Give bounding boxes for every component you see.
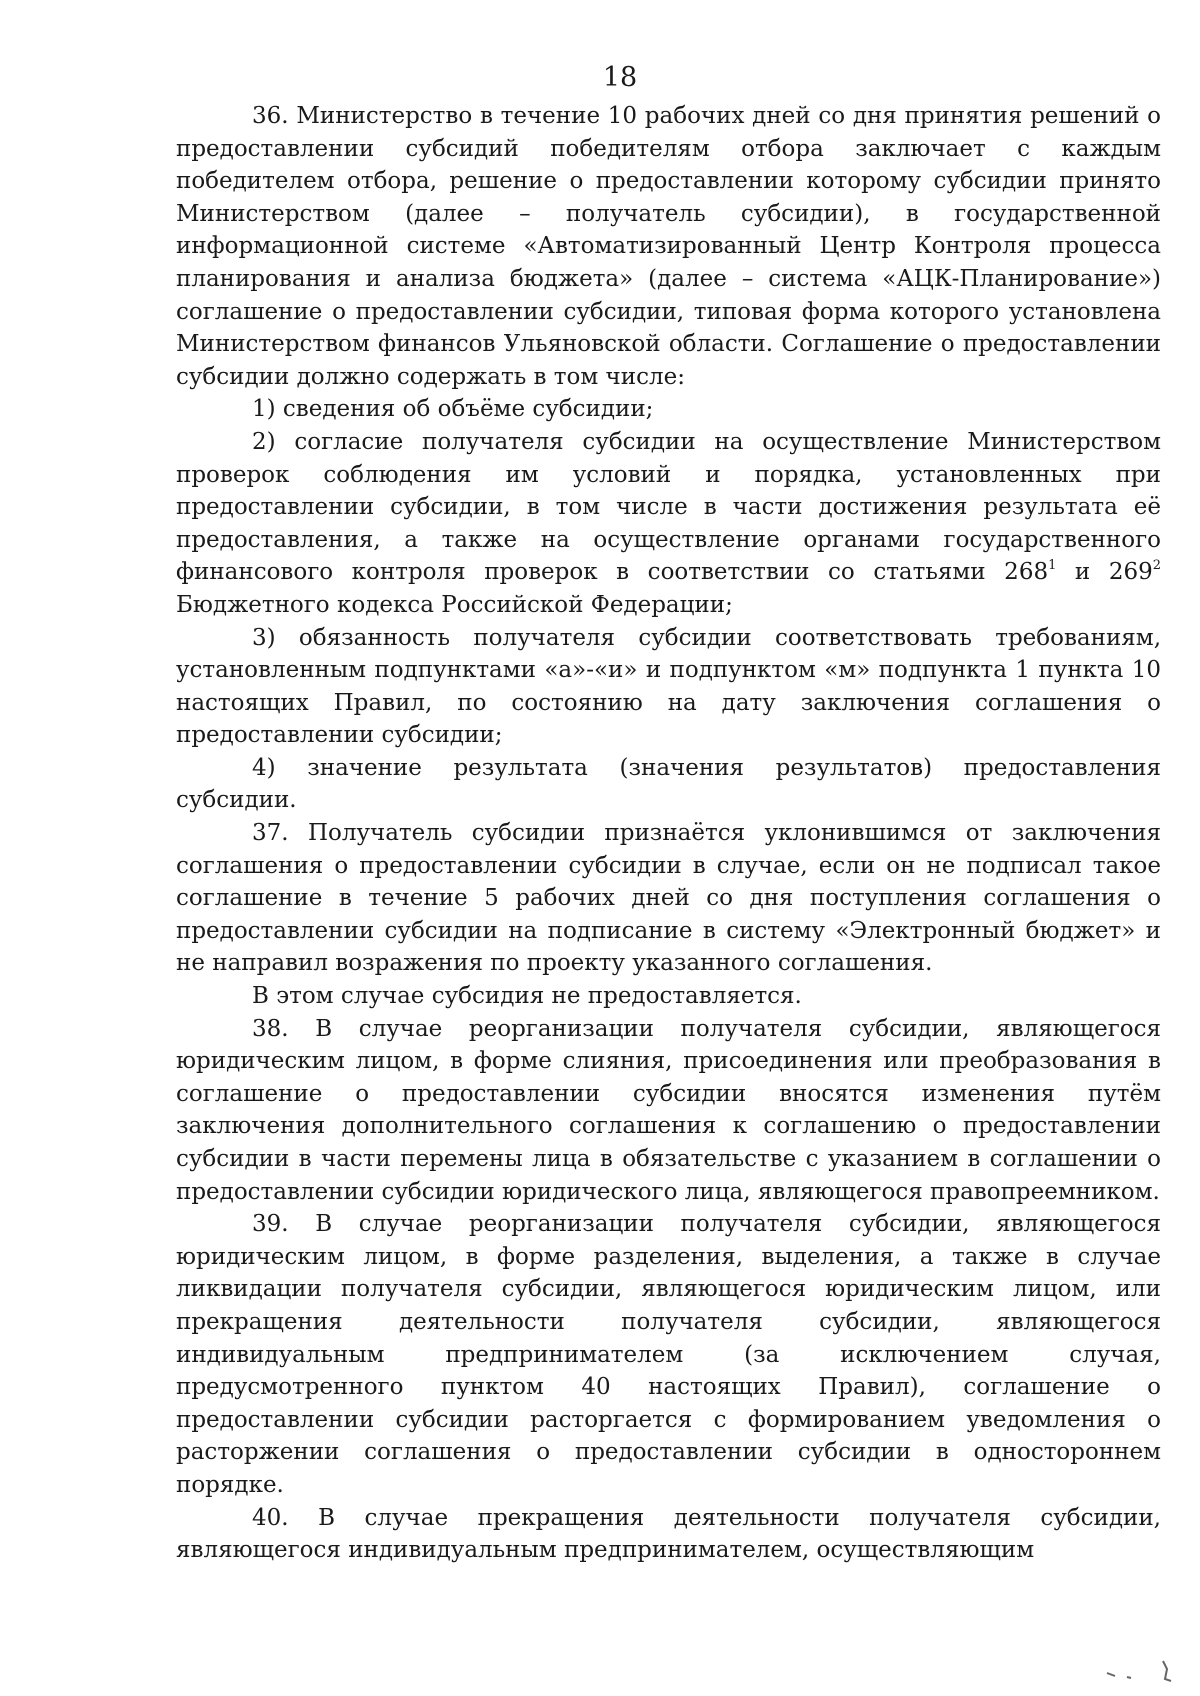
superscript-1: 1 <box>1048 558 1057 574</box>
scan-artifact-icon <box>1105 1655 1185 1685</box>
superscript-2: 2 <box>1152 558 1162 574</box>
page-number: 18 <box>602 62 638 93</box>
item-2-text-before: 2) согласие получателя субсидии на осуществление Министерством проверок соблюдения им условий и порядка, установленных при предоставлении субсидии, в том числе в части достижения результата её предоставления, а также на осуществление органами государственного финансового контроля проверок в соответствии со статьями 268 <box>176 428 1161 586</box>
paragraph-36-item-4: 4) значение результата (значения результатов) предоставления субсидии. <box>176 754 1161 814</box>
item-2-text-after: Бюджетного кодекса Российской Федерации; <box>176 591 733 618</box>
paragraph-36: 36. Министерство в течение 10 рабочих дней со дня принятия решений о предоставлении субсидий победителям отбора заключает с каждым победителем отбора, решение о предоставлении которому субсидии принято Министерством (далее – получатель субсидии), в государственной информационной системе «Автоматизированный Центр Контроля процесса планирования и анализа бюджета» (далее – система «АЦК-Планирование») соглашение о предоставлении субсидии, типовая форма которого установлена Министерством финансов Ульяновской области. Соглашение о предоставлении субсидии должно содержать в том числе: <box>176 103 1161 390</box>
paragraph-37: 37. Получатель субсидии признаётся уклонившимся от заключения соглашения о предоставлении субсидии в случае, если он не подписал такое соглашение в течение 5 рабочих дней со дня поступления соглашения о предоставлении субсидии на подписание в систему «Электронный бюджет» и не направил возражения по проекту указанного соглашения. <box>176 820 1161 977</box>
paragraph-37-note: В этом случае субсидия не предоставляется. <box>252 983 802 1010</box>
paragraph-36-item-3: 3) обязанность получателя субсидии соответствовать требованиям, установленным подпунктами «а»-«и» и подпунктом «м» подпункта 1 пункта 10 настоящих Правил, по состоянию на дату заключения соглашения о предоставлении субсидии; <box>176 624 1161 749</box>
paragraph-39: 39. В случае реорганизации получателя субсидии, являющегося юридическим лицом, в форме разделения, выделения, а также в случае ликвидации получателя субсидии, являющегося юридическим лицом, или прекращения деятельности получателя субсидии, являющегося индивидуальным предпринимателем (за исключением случая, предусмотренного пунктом 40 настоящих Правил), соглашение о предоставлении субсидии расторгается с формированием уведомления о расторжении соглашения о предоставлении субсидии в одностороннем порядке. <box>176 1211 1161 1498</box>
paragraph-38: 38. В случае реорганизации получателя субсидии, являющегося юридическим лицом, в форме слияния, присоединения или преобразования в соглашение о предоставлении субсидии вносятся изменения путём заключения дополнительного соглашения к соглашению о предоставлении субсидии в части перемены лица в обязательстве с указанием в соглашении о предоставлении субсидии юридического лица, являющегося правопреемником. <box>176 1015 1161 1205</box>
paragraph-36-item-1: 1) сведения об объёме субсидии; <box>252 396 654 423</box>
document-body <box>176 100 1161 1567</box>
paragraph-40: 40. В случае прекращения деятельности получателя субсидии, являющегося индивидуальным предпринимателем, осуществляющим <box>176 1504 1161 1564</box>
paragraph-36-item-2 <box>176 426 1161 622</box>
item-2-text-middle: и 269 <box>1056 559 1153 586</box>
